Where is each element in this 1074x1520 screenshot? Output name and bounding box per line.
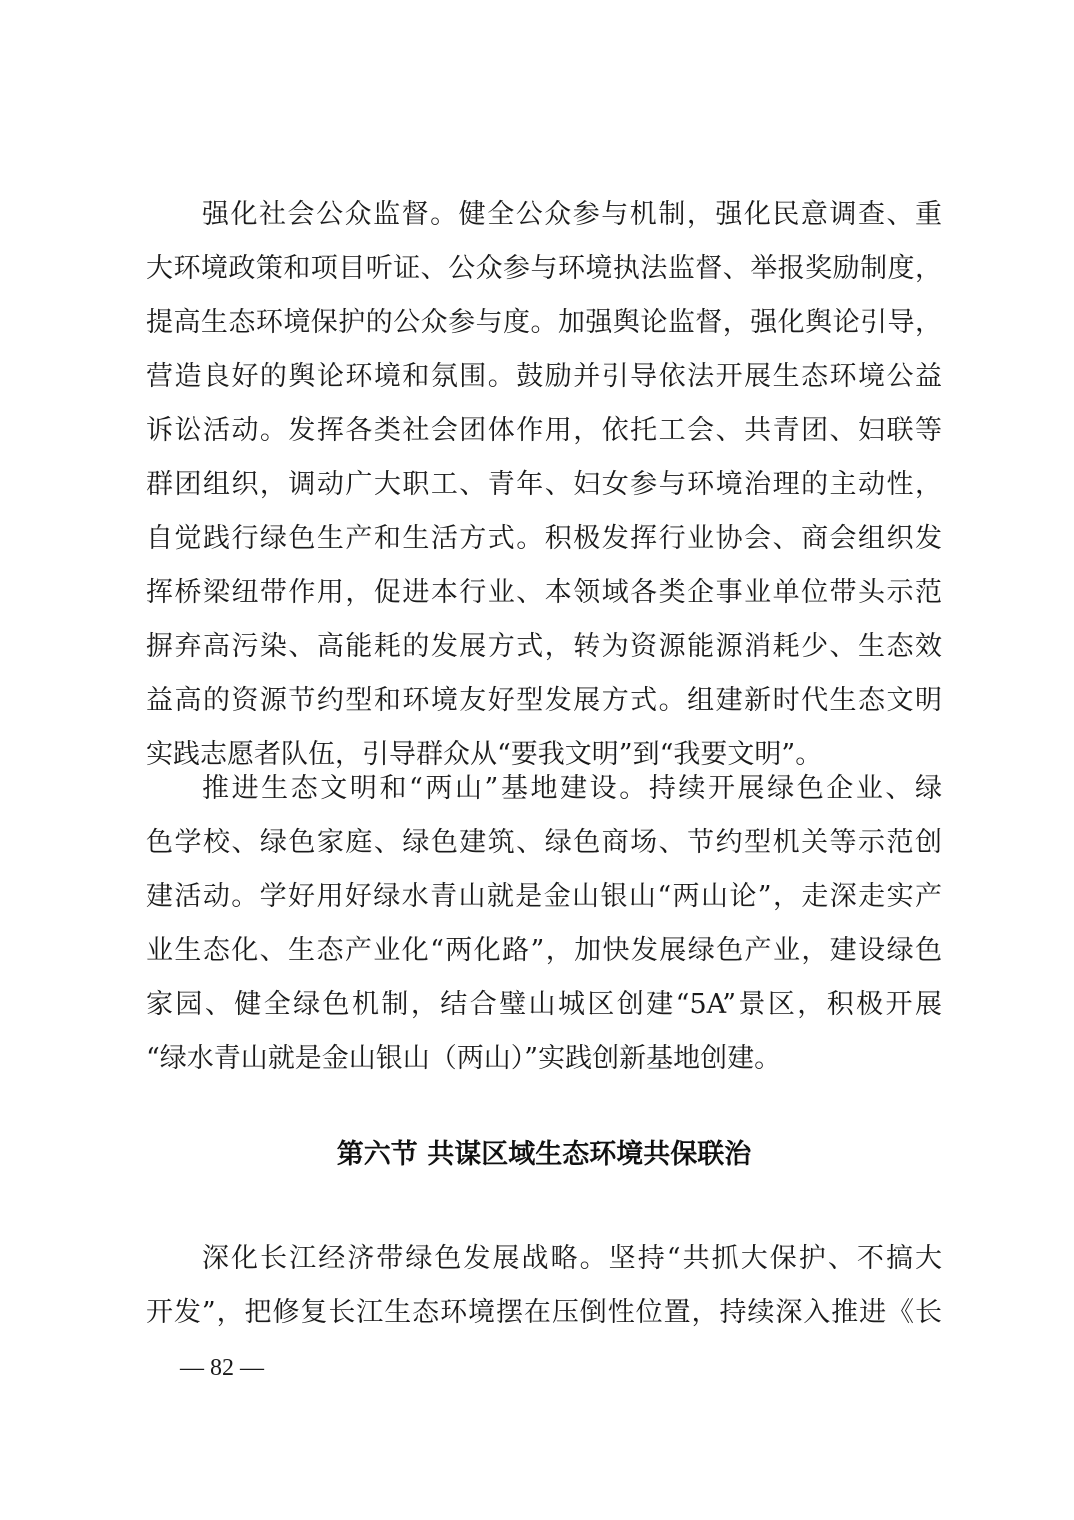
page-number: — 82 —	[180, 1355, 264, 1381]
paragraph-line: “绿水青山就是金山银山（两山）”实践创新基地创建。	[146, 1043, 782, 1074]
paragraph-line: 大环境政策和项目听证、公众参与环境执法监督、举报奖励制度，	[146, 253, 942, 284]
paragraph-line: 摒弃高污染、高能耗的发展方式，转为资源能源消耗少、生态效	[146, 631, 942, 662]
paragraph-line: 深化长江经济带绿色发展战略。坚持“共抓大保护、不搞大	[202, 1243, 942, 1274]
paragraph-line: 诉讼活动。发挥各类社会团体作用，依托工会、共青团、妇联等	[146, 415, 942, 446]
paragraph-line: 益高的资源节约型和环境友好型发展方式。组建新时代生态文明	[146, 685, 942, 716]
paragraph-line: 营造良好的舆论环境和氛围。鼓励并引导依法开展生态环境公益	[146, 361, 942, 392]
paragraph-two-mountains-base	[146, 762, 942, 1086]
paragraph-yangtze-belt	[146, 1232, 942, 1340]
paragraph-line: 家园、健全绿色机制，结合璧山城区创建“5A”景区，积极开展	[146, 989, 942, 1020]
paragraph-line: 挥桥梁纽带作用，促进本行业、本领域各类企事业单位带头示范	[146, 577, 942, 608]
paragraph-line: 推进生态文明和“两山”基地建设。持续开展绿色企业、绿	[202, 773, 942, 804]
paragraph-line: 自觉践行绿色生产和生活方式。积极发挥行业协会、商会组织发	[146, 523, 942, 554]
paragraph-public-supervision	[146, 188, 942, 782]
paragraph-line: 实践志愿者队伍，引导群众从“要我文明”到“我要文明”。	[146, 739, 823, 770]
paragraph-line: 开发”，把修复长江生态环境摆在压倒性位置，持续深入推进《长	[146, 1297, 942, 1328]
paragraph-line: 建活动。学好用好绿水青山就是金山银山“两山论”，走深走实产	[146, 881, 942, 912]
paragraph-line: 色学校、绿色家庭、绿色建筑、绿色商场、节约型机关等示范创	[146, 827, 942, 858]
paragraph-line: 提高生态环境保护的公众参与度。加强舆论监督，强化舆论引导，	[146, 307, 942, 338]
paragraph-line: 强化社会公众监督。健全公众参与机制，强化民意调查、重	[202, 199, 942, 230]
paragraph-line: 业生态化、生态产业化“两化路”，加快发展绿色产业，建设绿色	[146, 935, 942, 966]
section-heading: 第六节 共谋区域生态环境共保联治	[336, 1139, 752, 1170]
paragraph-line: 群团组织，调动广大职工、青年、妇女参与环境治理的主动性，	[146, 469, 942, 500]
